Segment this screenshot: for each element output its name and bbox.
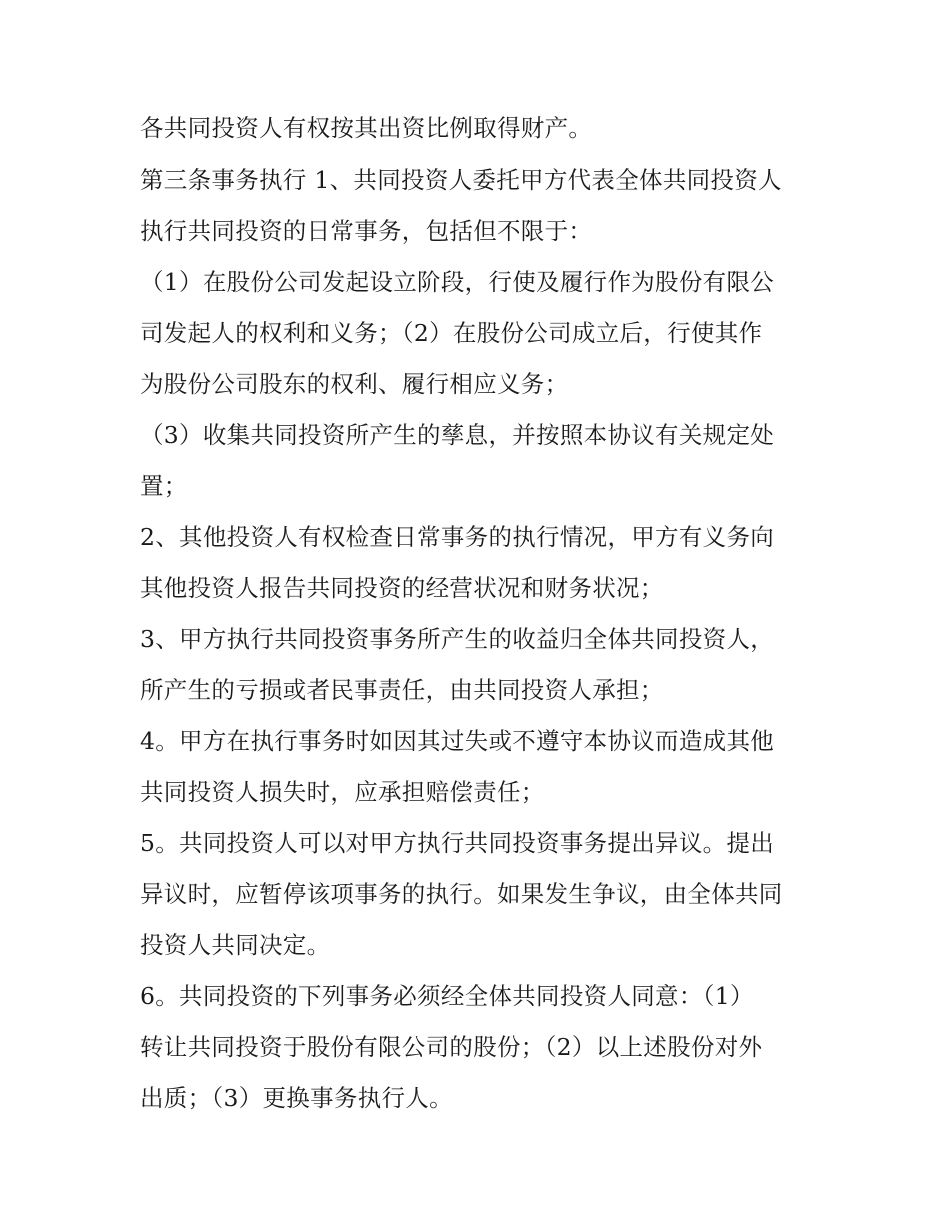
text-line: 置； xyxy=(140,472,188,500)
text-line: 为股份公司股东的权利、履行相应义务； xyxy=(140,370,569,398)
text-line: 司发起人的权利和义务；（2）在股份公司成立后，行使其作 xyxy=(140,319,763,347)
text-line: （3）收集共同投资所产生的孳息，并按照本协议有关规定处 xyxy=(140,421,775,449)
text-line: 所产生的亏损或者民事责任，由共同投资人承担； xyxy=(140,676,664,704)
text-line: 其他投资人报告共同投资的经营状况和财务状况； xyxy=(140,574,664,602)
text-line: 共同投资人损失时，应承担赔偿责任； xyxy=(140,778,545,806)
text-line: 出质；（3）更换事务执行人。 xyxy=(140,1084,453,1112)
text-line: 2、其他投资人有权检查日常事务的执行情况，甲方有义务向 xyxy=(140,523,775,551)
text-line: 5。共同投资人可以对甲方执行共同投资事务提出异议。提出 xyxy=(140,829,775,857)
text-line: 第三条事务执行 1、共同投资人委托甲方代表全体共同投资人 xyxy=(140,166,782,194)
text-line: 投资人共同决定。 xyxy=(140,931,331,959)
text-line: 转让共同投资于股份有限公司的股份；（2）以上述股份对外 xyxy=(140,1033,763,1061)
text-line: 执行共同投资的日常事务，包括但不限于： xyxy=(140,217,593,245)
text-line: 3、甲方执行共同投资事务所产生的收益归全体共同投资人， xyxy=(140,625,775,653)
text-line: 4。甲方在执行事务时如因其过失或不遵守本协议而造成其他 xyxy=(140,727,775,755)
text-line: （1）在股份公司发起设立阶段，行使及履行作为股份有限公 xyxy=(140,268,775,296)
text-line: 各共同投资人有权按其出资比例取得财产。 xyxy=(140,114,593,142)
text-line: 异议时，应暂停该项事务的执行。如果发生争议，由全体共同 xyxy=(140,880,783,908)
text-line: 6。共同投资的下列事务必须经全体共同投资人同意：（1） xyxy=(140,982,754,1010)
